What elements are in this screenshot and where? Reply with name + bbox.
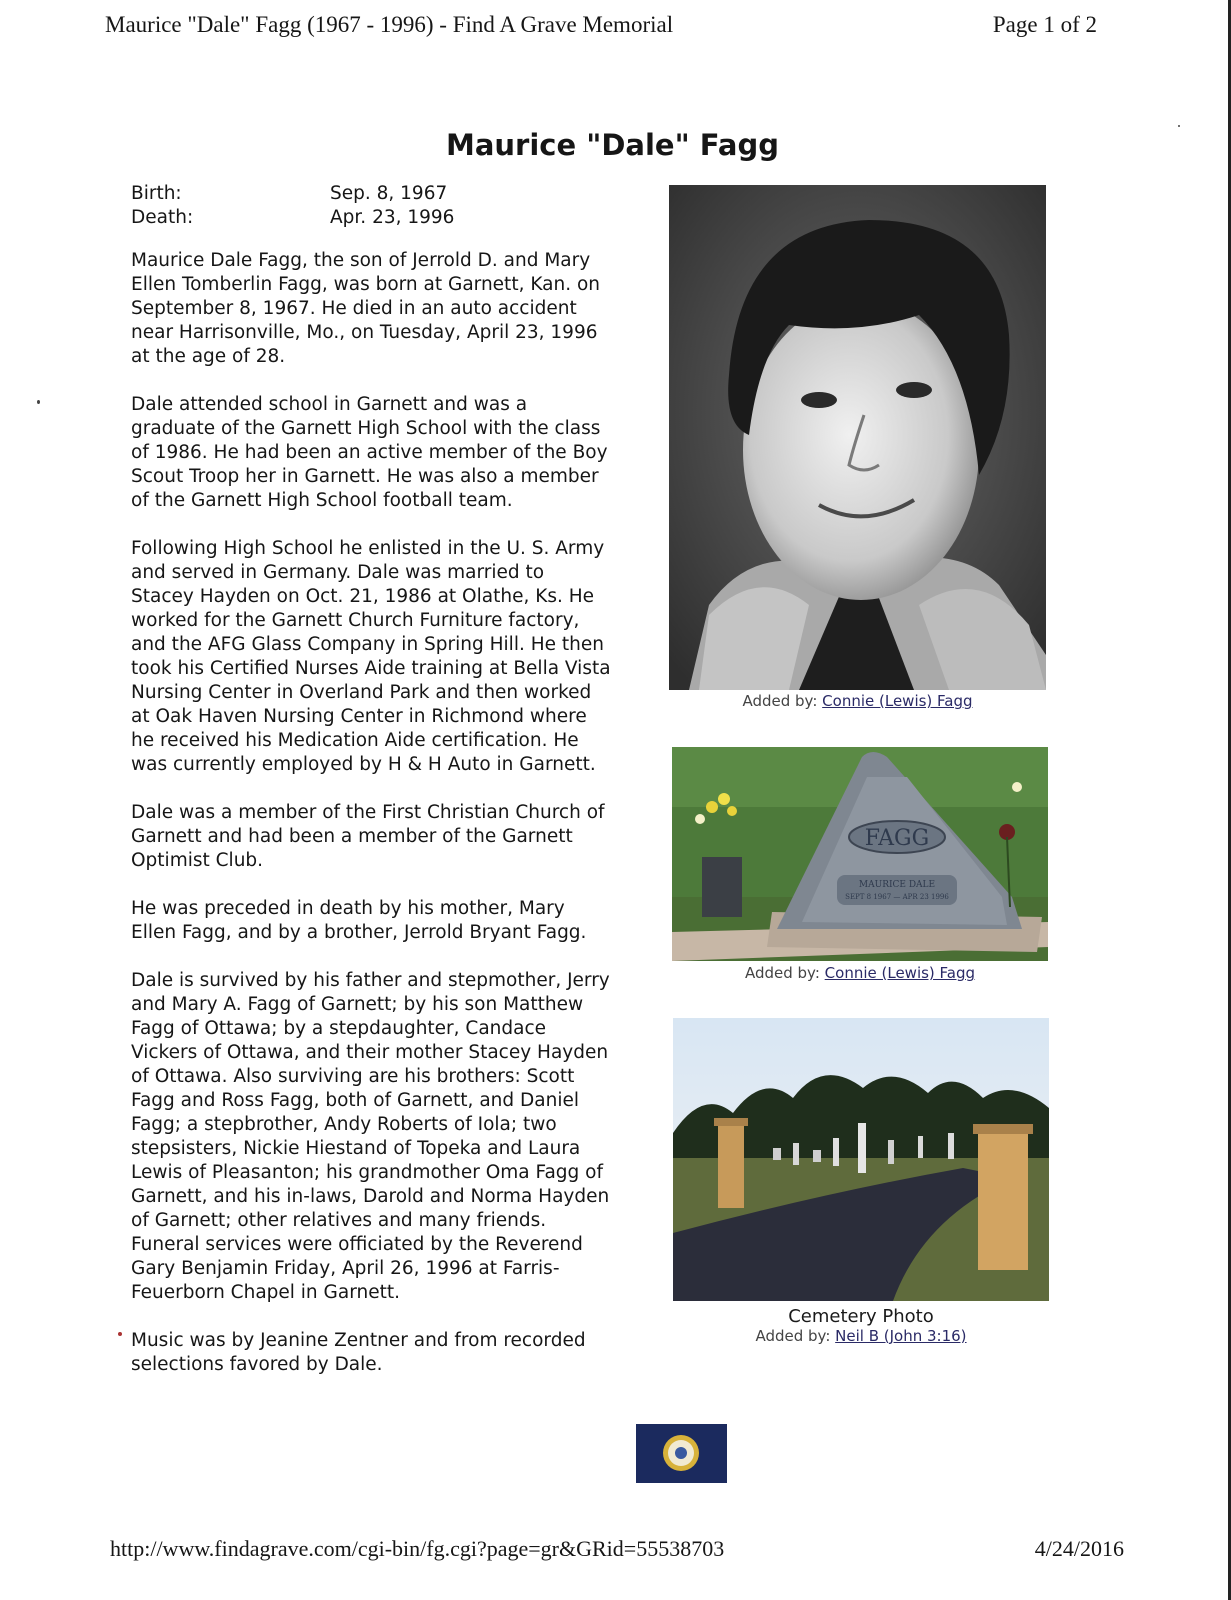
memorial-name: Maurice "Dale" Fagg xyxy=(445,128,780,162)
bio-paragraph: Dale is survived by his father and stepmother, Jerry and Mary A. Fagg of Garnett; by his son Matthew Fagg of Ottawa; by a stepdaughter, Candace Vickers of Ottawa, and their mother Stacey Hayden of Ottawa. Also surviving are his brothers: Scott Fagg and Ross Fagg, both of Garnett, and Daniel Fagg; a stepbrother, Andy Roberts of Iola; two stepsisters, Nickie Hiestand of Topeka and Laura Lewis of Pleasanton; his grandmother Oma Fagg of Garnett, and his in-laws, Darold and Norma Hayden of Garnett; other relatives and many friends. Funeral services were officiated by the Reverend Gary Benjamin Friday, April 26, 1996 at Farris-Feuerborn Chapel in Garnett. xyxy=(131,970,610,1303)
biography xyxy=(131,249,611,1401)
print-footer-date: 4/24/2016 xyxy=(1034,1536,1124,1561)
bio-paragraph: Dale was a member of the First Christian Church of Garnett and had been a member of the Garnett Optimist Club. xyxy=(131,802,605,871)
cemetery-photo-title: Cemetery Photo xyxy=(788,1306,934,1327)
death-date: Apr. 23, 1996 xyxy=(330,207,455,228)
birth-row xyxy=(131,182,454,206)
scan-speck xyxy=(37,400,40,404)
portrait-caption xyxy=(669,692,1046,710)
headstone-caption xyxy=(672,964,1048,982)
added-by-label: Added by: xyxy=(744,964,820,982)
headstone-contributor-link[interactable]: Connie (Lewis) Fagg xyxy=(824,964,976,982)
print-header-title: Maurice "Dale" Fagg (1967 - 1996) - Find A Grave Memorial xyxy=(105,12,674,37)
print-header-page-number: Page 1 of 2 xyxy=(992,12,1097,37)
cemetery-caption xyxy=(673,1327,1049,1345)
print-footer-url: http://www.findagrave.com/cgi-bin/fg.cgi?page=gr&GRid=55538703 xyxy=(110,1536,725,1561)
birth-date: Sep. 8, 1967 xyxy=(330,183,448,204)
vitals xyxy=(131,182,454,230)
scan-speck xyxy=(1178,125,1180,127)
headstone-photo[interactable] xyxy=(672,747,1048,961)
portrait-contributor-link[interactable]: Connie (Lewis) Fagg xyxy=(822,692,973,710)
headstone-image xyxy=(672,747,1048,961)
army-emblem-icon xyxy=(636,1424,727,1483)
stone-given-name: MAURICE DALE xyxy=(858,880,936,890)
bio-paragraph: Following High School he enlisted in the U. S. Army and served in Germany. Dale was married to Stacey Hayden on Oct. 21, 1986 at Olathe, Ks. He worked for the Garnett Church Furniture factory, and the AFG Glass Company in Spring Hill. He then took his Certified Nurses Aide training at Bella Vista Nursing Center in Overland Park and then worked at Oak Haven Nursing Center in Richmond where he received his Medication Aide certification. He was currently employed by H & H Auto in Garnett. xyxy=(131,538,611,775)
bio-paragraph: Maurice Dale Fagg, the son of Jerrold D. and Mary Ellen Tomberlin Fagg, was born at Garnett, Kan. on September 8, 1967. He died in an auto accident near Harrisonville, Mo., on Tuesday, April 23, 1996 at the age of 28. xyxy=(131,250,601,367)
death-label: Death: xyxy=(131,207,194,228)
bio-paragraph: He was preceded in death by his mother, Mary Ellen Fagg, and by a brother, Jerrold Bryant Fagg. xyxy=(131,898,587,943)
death-row xyxy=(131,206,454,230)
added-by-label: Added by: xyxy=(742,692,818,710)
cemetery-photo[interactable] xyxy=(673,1018,1049,1301)
portrait-image xyxy=(669,185,1046,690)
portrait-photo[interactable] xyxy=(669,185,1046,690)
bio-paragraph: Dale attended school in Garnett and was a graduate of the Garnett High School with the class of 1986. He had been an active member of the Boy Scout Troop her in Garnett. He was also a member of the Garnett High School football team. xyxy=(131,394,608,511)
scan-speck xyxy=(118,1332,122,1336)
stone-dates: SEPT 8 1967 — APR 23 1996 xyxy=(845,893,949,901)
added-by-label: Added by: xyxy=(755,1327,831,1345)
birth-label: Birth: xyxy=(131,183,182,204)
bio-paragraph: Music was by Jeanine Zentner and from recorded selections favored by Dale. xyxy=(131,1330,586,1375)
stone-surname: FAGG xyxy=(864,826,930,851)
cemetery-contributor-link[interactable]: Neil B (John 3:16) xyxy=(835,1327,967,1345)
cemetery-image xyxy=(673,1018,1049,1301)
